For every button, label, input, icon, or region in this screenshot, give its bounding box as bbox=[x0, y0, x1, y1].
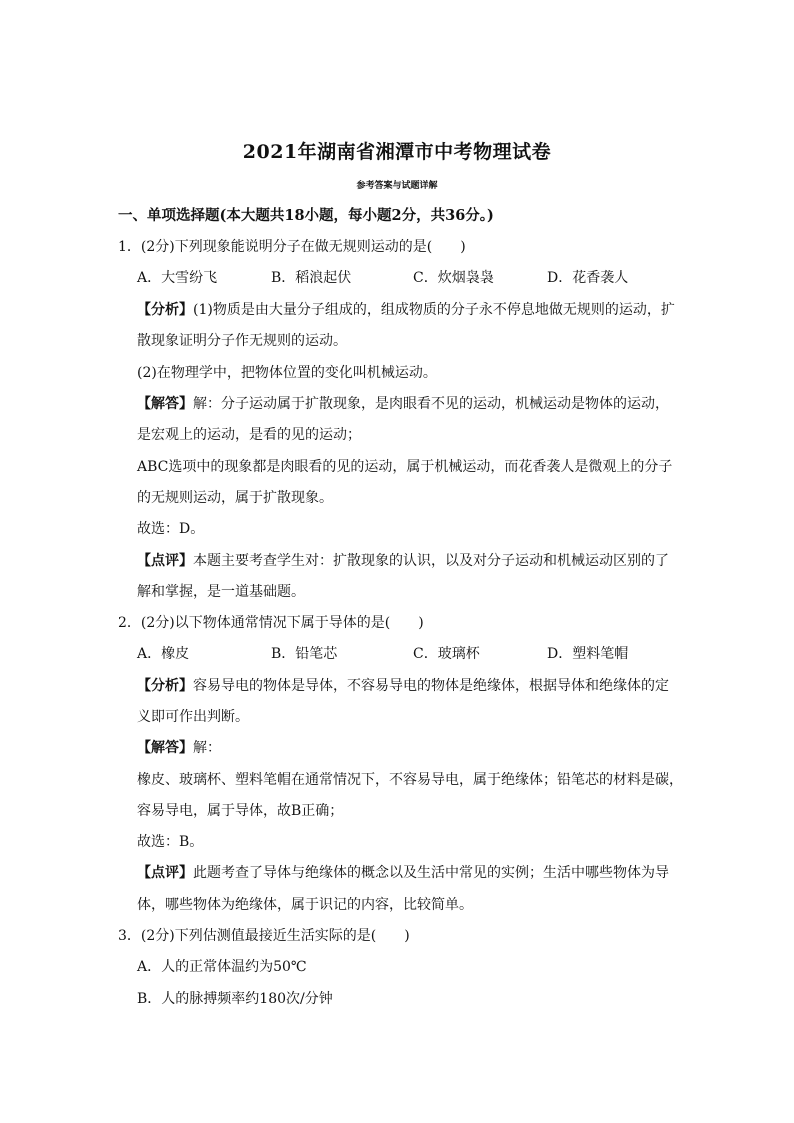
page-subtitle: 参考答案与试题详解 bbox=[356, 181, 438, 191]
q1-answer-tag: 【解答】 bbox=[137, 396, 193, 412]
q1-option-b: B．稻浪起伏 bbox=[271, 270, 352, 286]
q2-answer-text: 解： bbox=[193, 740, 221, 756]
q2-analysis-line bbox=[137, 677, 682, 695]
q1-answer-line-4: 的无规则运动，属于扩散现象。 bbox=[137, 490, 333, 506]
q1-comment-line bbox=[137, 552, 682, 570]
q2-analysis-tag: 【分析】 bbox=[137, 678, 193, 694]
q2-comment-tag: 【点评】 bbox=[137, 865, 193, 881]
q1-option-d: D．花香袭人 bbox=[547, 270, 629, 286]
question-3-stem: 3．(2分)下列估测值最接近生活实际的是( ) bbox=[118, 928, 410, 944]
q2-option-a: A．橡皮 bbox=[137, 646, 190, 662]
q2-answer-tag: 【解答】 bbox=[137, 740, 193, 756]
q1-answer-text: 解：分子运动属于扩散现象，是肉眼看不见的运动，机械运动是物体的运动， bbox=[193, 396, 669, 412]
q2-answer-line-2: 橡皮、玻璃杯、塑料笔帽在通常情况下，不容易导电，属于绝缘体；铅笔芯的材料是碳， bbox=[137, 772, 683, 788]
q2-answer-line bbox=[137, 739, 682, 757]
q2-option-c: C．玻璃杯 bbox=[413, 646, 480, 662]
q2-answer-line-3: 容易导电，属于导体，故B正确； bbox=[137, 803, 344, 819]
q1-comment-line-2: 解和掌握，是一道基础题。 bbox=[137, 584, 305, 600]
q1-analysis-line bbox=[137, 301, 682, 319]
q1-choice: 故选：D。 bbox=[137, 521, 205, 537]
page-title: 2021年湖南省湘潭市中考物理试卷 bbox=[242, 141, 552, 163]
q1-comment-tag: 【点评】 bbox=[137, 553, 193, 569]
q2-comment-line-2: 体，哪些物体为绝缘体，属于识记的内容，比较简单。 bbox=[137, 897, 473, 913]
q2-option-d: D．塑料笔帽 bbox=[547, 646, 629, 662]
q3-option-b: B．人的脉搏频率约180次/分钟 bbox=[137, 991, 333, 1007]
q1-answer-line-2: 是宏观上的运动，是看的见的运动； bbox=[137, 427, 361, 443]
q2-choice: 故选：B。 bbox=[137, 834, 204, 850]
section-heading: 一、单项选择题(本大题共18小题，每小题2分，共36分。) bbox=[118, 207, 494, 224]
q2-analysis-line-2: 义即可作出判断。 bbox=[137, 709, 249, 725]
q1-analysis-tag: 【分析】 bbox=[137, 302, 193, 318]
question-1-stem: 1．(2分)下列现象能说明分子在做无规则运动的是( ) bbox=[118, 239, 466, 255]
q2-comment-line bbox=[137, 864, 682, 882]
question-2-stem: 2．(2分)以下物体通常情况下属于导体的是( ) bbox=[118, 615, 424, 631]
q1-option-c: C．炊烟袅袅 bbox=[413, 270, 494, 286]
q1-analysis-line-3: (2)在物理学中，把物体位置的变化叫机械运动。 bbox=[137, 365, 437, 381]
q3-option-a: A．人的正常体温约为50℃ bbox=[137, 959, 307, 975]
q2-analysis-text: 容易导电的物体是导体，不容易导电的物体是绝缘体，根据导体和绝缘体的定 bbox=[193, 678, 669, 694]
q1-analysis-text: (1)物质是由大量分子组成的，组成物质的分子永不停息地做无规则的运动，扩 bbox=[193, 302, 675, 318]
q2-option-b: B．铅笔芯 bbox=[271, 646, 338, 662]
q1-comment-text: 本题主要考查学生对：扩散现象的认识，以及对分子运动和机械运动区别的了 bbox=[193, 553, 669, 569]
q1-option-a: A．大雪纷飞 bbox=[137, 270, 218, 286]
q2-comment-text: 此题考查了导体与绝缘体的概念以及生活中常见的实例；生活中哪些物体为导 bbox=[193, 865, 669, 881]
q1-answer-line bbox=[137, 395, 682, 413]
q1-analysis-line-2: 散现象证明分子作无规则的运动。 bbox=[137, 333, 347, 349]
q1-answer-line-3: ABC选项中的现象都是肉眼看的见的运动，属于机械运动，而花香袭人是微观上的分子 bbox=[137, 459, 673, 475]
